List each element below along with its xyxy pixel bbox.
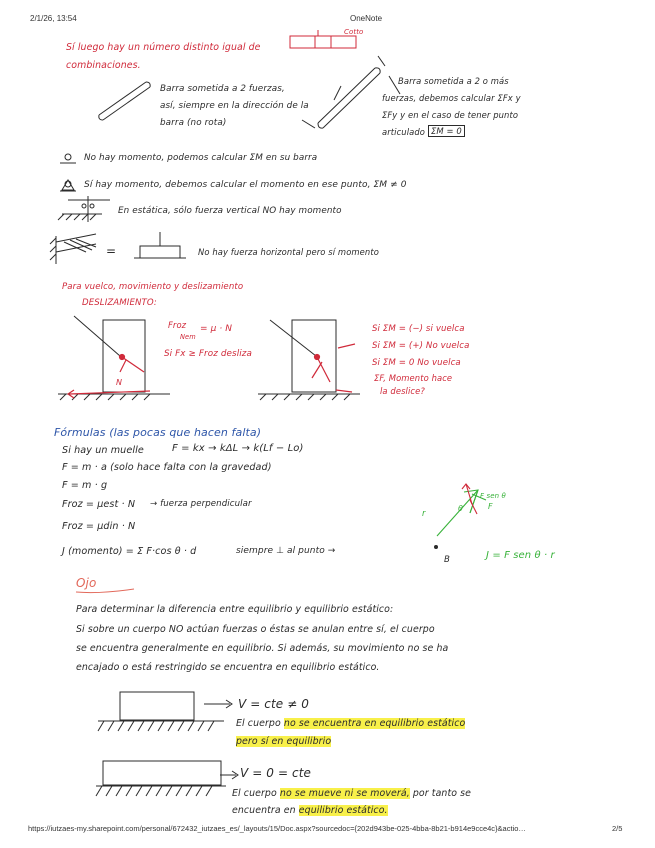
ojo-paragraph-4: encajado o está restringido se encuentra en equilibrio estático.: [76, 662, 380, 673]
intro-line-1: Sí luego hay un número distinto igual de: [66, 42, 261, 53]
froz-formula: = μ · N: [200, 324, 233, 334]
sum-moment-box: ΣM = 0: [428, 125, 465, 137]
case2-text: El cuerpo no se mueve ni se moverá, por tanto se: [232, 788, 472, 799]
green-moment-sketch: [437, 490, 486, 536]
bar-left-sketch: [99, 82, 150, 120]
formula-moment-note: siempre ⊥ al punto →: [236, 546, 336, 556]
top-label: Cotto: [344, 28, 364, 36]
froz-sub-label: Nem: [180, 333, 196, 341]
formula-moment: J (momento) = Σ F·cos θ · d: [62, 546, 197, 557]
block-right-red-forces: [312, 344, 355, 392]
sketch-r-label: r: [422, 508, 426, 518]
case1-highlight-2: pero sí en equilibrio: [236, 736, 332, 747]
case1-text-2: [236, 736, 331, 747]
pin-moment-note: Sí hay momento, debemos calcular el momento en ese punto, ΣM ≠ 0: [84, 180, 407, 190]
slide-condition: Si Fx ≥ Froz desliza: [164, 349, 253, 359]
sketch-f-label: F: [488, 502, 493, 511]
intro-line-2: combinaciones.: [66, 60, 141, 71]
froz-label: Froz: [168, 320, 187, 330]
roller-note: En estática, sólo fuerza vertical NO hay momento: [118, 206, 342, 216]
tip-condition-3: Si ΣM = 0 No vuelca: [372, 358, 461, 368]
tip-condition-1: Si ΣM = (−) si vuelca: [372, 324, 465, 334]
tip-question-1: ΣF, Momento hace: [374, 373, 453, 383]
formulas-title: Fórmulas (las pocas que hacen falta): [54, 426, 262, 439]
print-page-number: 2/5: [612, 824, 623, 833]
block-left-red-forces: [68, 355, 150, 399]
ojo-paragraph-3: se encuentra generalmente en equilibrio. Si además, su movimiento no se ha: [76, 643, 449, 654]
sketch-fsin-label: F sen θ: [480, 492, 506, 500]
bar-left-note-1: Barra sometida a 2 fuerzas,: [160, 84, 285, 94]
formula-spring: F = kx → kΔL → k(Lf − Lo): [172, 443, 304, 454]
ojo-paragraph-1: Para determinar la diferencia entre equilibrio y equilibrio estático:: [76, 604, 394, 615]
case2-highlight-2: equilibrio estático.: [298, 805, 388, 816]
sketch-theta-label: θ: [458, 504, 463, 513]
roller-support: [58, 196, 110, 222]
formula-dynamic-friction: Froz = μdin · N: [62, 521, 136, 532]
fixed-equals: =: [106, 244, 117, 258]
print-app-name: OneNote: [350, 14, 383, 23]
moving-block-sketch: [98, 692, 232, 731]
formula-weight: F = m · g: [62, 480, 108, 491]
formula-spring-label: Si hay un muelle: [62, 445, 144, 456]
ojo-paragraph-2: Si sobre un cuerpo NO actúan fuerzas o éstas se anulan entre sí, el cuerpo: [76, 624, 435, 635]
bar-right-note-3: ΣFy y en el caso de tener punto: [382, 110, 519, 120]
tip-question-2: la deslice?: [380, 386, 425, 396]
print-datetime: 2/1/26, 13:54: [30, 14, 77, 23]
pin-no-moment-note: No hay momento, podemos calcular ΣM en su barra: [84, 153, 318, 163]
block-right-sketch: [258, 320, 360, 400]
pin-symbols: [60, 154, 76, 191]
case2-highlight-1: no se mueve ni se moverá,: [279, 788, 410, 799]
bar-right-note-4: articulado: [382, 127, 425, 137]
formula-newton: F = m · a (solo hace falta con la gravedad): [62, 462, 272, 473]
formula-static-friction: Froz = μest · N: [62, 499, 136, 510]
block-left-sketch: [58, 316, 170, 400]
deslizamiento-title: DESLIZAMIENTO:: [82, 298, 157, 308]
point-b-dot: [434, 545, 438, 549]
case1-text: El cuerpo no se encuentra en equilibrio estático: [236, 718, 466, 729]
tip-condition-2: Si ΣM = (+) No vuelca: [372, 341, 470, 351]
ojo-title: Ojo: [76, 576, 97, 590]
case2-text-2: encuentra en equilibrio estático.: [232, 805, 388, 816]
normal-force-label: N: [116, 378, 123, 387]
formula-perpendicular-note: → fuerza perpendicular: [150, 499, 252, 509]
sketch-moment-formula: J = F sen θ · r: [486, 550, 555, 561]
static-block-sketch: [96, 761, 238, 796]
bar-right-note-2: fuerzas, debemos calcular ΣFx y: [382, 93, 521, 103]
case1-velocity: V = cte ≠ 0: [238, 697, 309, 711]
bar-left-note-3: barra (no rota): [160, 118, 227, 128]
print-url[interactable]: https://iutzaes-my.sharepoint.com/personal/672432_iutzaes_es/_layouts/15/Doc.aspx?sourcedoc={202d943be-025-4bba-8b21-b914e9cce4c}&actio…: [28, 824, 526, 833]
fixed-note: No hay fuerza horizontal pero sí momento: [198, 247, 379, 257]
sketch-point-label: B: [444, 555, 450, 565]
bar-right-note-1: Barra sometida a 2 o más: [398, 76, 509, 86]
vuelco-title: Para vuelco, movimiento y deslizamiento: [62, 282, 244, 292]
fixed-support: [50, 232, 186, 264]
bar-left-note-2: así, siempre en la dirección de la: [160, 101, 309, 111]
case2-velocity: V = 0 = cte: [240, 766, 311, 780]
case1-highlight-1: no se encuentra en equilibrio estático: [283, 718, 466, 729]
